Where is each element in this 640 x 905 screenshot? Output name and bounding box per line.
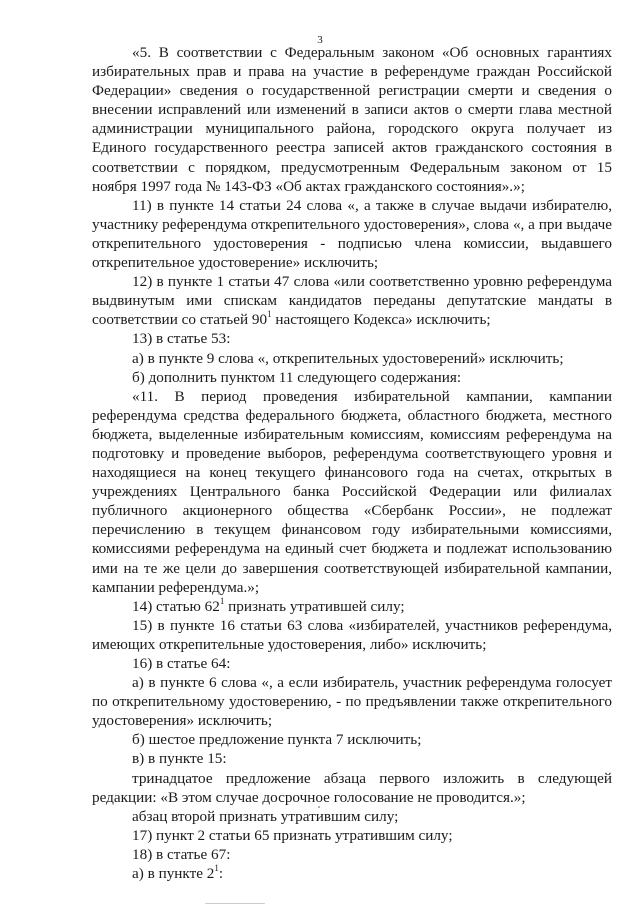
paragraph-item-18a: [92, 864, 612, 883]
superscript-1: 1: [267, 309, 272, 320]
paragraph-item-14-text: 14) статью 62: [132, 597, 220, 615]
paragraph-item-18: 18) в статье 67:: [132, 845, 231, 863]
paragraph-item-17: 17) пункт 2 статьи 65 признать утратившим силу;: [132, 826, 453, 844]
paragraph-item-16a: а) в пункте 6 слова «, а если избиратель, участник референдума голосует по открепительному удостоверению, - по предъявлении также открепительного удостоверения» исключить;: [92, 674, 612, 730]
paragraph-item-13: 13) в статье 53:: [132, 330, 231, 348]
paragraph-item-12: [92, 272, 612, 329]
paragraph-item-11: 11) в пункте 14 статьи 24 слова «, а также в случае выдачи избирателю, участнику референдума открепительного удостоверения», слова «, а при выдаче открепительного удостоверения - подписью члена комиссии, выдавшего открепительное удостоверение» исключить;: [92, 196, 612, 272]
paragraph-item-16v: в) в пункте 15:: [132, 750, 227, 768]
superscript-1: 1: [219, 595, 225, 606]
paragraph-item-15: 15) в пункте 16 статьи 63 слова «избирателей, участников референдума, имеющих открепительные удостоверения, либо» исключить;: [92, 616, 612, 653]
paragraph-clause-11: «11. В период проведения избирательной кампании, кампании референдума средства федерального бюджета, областного бюджета, местного бюджета, выделенные избирательным комиссиям, комиссиям референдума на подготовку и проведение выборов, референдума соответствующего уровня и находящиеся на конец текущего финансового года на счетах, открытых в учреждениях Центрального банка Российской Федерации или филиалах публичного акционерного общества «Сбербанк России», не подлежат перечислению в текущем финансовом году избирательными комиссиями, комиссиями референдума на единый счет бюджета и подлежат использованию ими на те же цели до завершения соответствующей избирательной кампании, кампании референдума.»;: [92, 387, 612, 596]
paragraph-item-14: [92, 597, 612, 616]
paragraph-item-16b: б) шестое предложение пункта 7 исключить;: [132, 731, 422, 749]
paragraph-5-civil-registry: «5. В соответствии с Федеральным законом «Об основных гарантиях избирательных прав и права на участие в референдуме граждан Российской Федерации» сведения о государственной регистрации смерти и сведения о внесении исправлений или изменений в записи актов о смерти глава местной администрации муниципального района, городского округа получает из Единого государственного реестра записей актов гражданского состояния в соответствии с порядком, предусмотренным Федеральным законом от 15 ноября 1997 года № 143-ФЗ «Об актах гражданского состояния».»;: [92, 44, 612, 195]
paragraph-item-13a: а) в пункте 9 слова «, открепительных удостоверений» исключить;: [132, 349, 564, 367]
paragraph-item-12-tail: настоящего Кодекса» исключить;: [271, 311, 491, 329]
document-body: [92, 43, 612, 883]
paragraph-second-abzac: абзац второй признать утратившим силу;: [132, 807, 399, 825]
paragraph-item-18a-tail: :: [218, 865, 224, 883]
scan-speck: [318, 806, 320, 808]
paragraph-item-13b: б) дополнить пунктом 11 следующего содержания:: [132, 368, 462, 386]
paragraph-item-18a-text: а) в пункте 2: [132, 865, 215, 883]
paragraph-item-12-text: 12) в пункте 1 статьи 47 слова «или соответственно уровню референдума выдвинутым ими спискам кандидатов переданы депутатские мандаты в соответствии со статьей 90: [92, 273, 612, 329]
superscript-1: 1: [214, 862, 219, 873]
paragraph-item-16: 16) в статье 64:: [132, 655, 231, 672]
page-number: 3: [317, 34, 323, 46]
scan-speck: [205, 903, 265, 904]
paragraph-thirteenth-sentence: тринадцатое предложение абзаца первого изложить в следующей редакции: «В этом случае досрочное голосование не проводится.»;: [92, 769, 612, 806]
paragraph-item-14-tail: признать утратившей силу;: [224, 597, 405, 615]
